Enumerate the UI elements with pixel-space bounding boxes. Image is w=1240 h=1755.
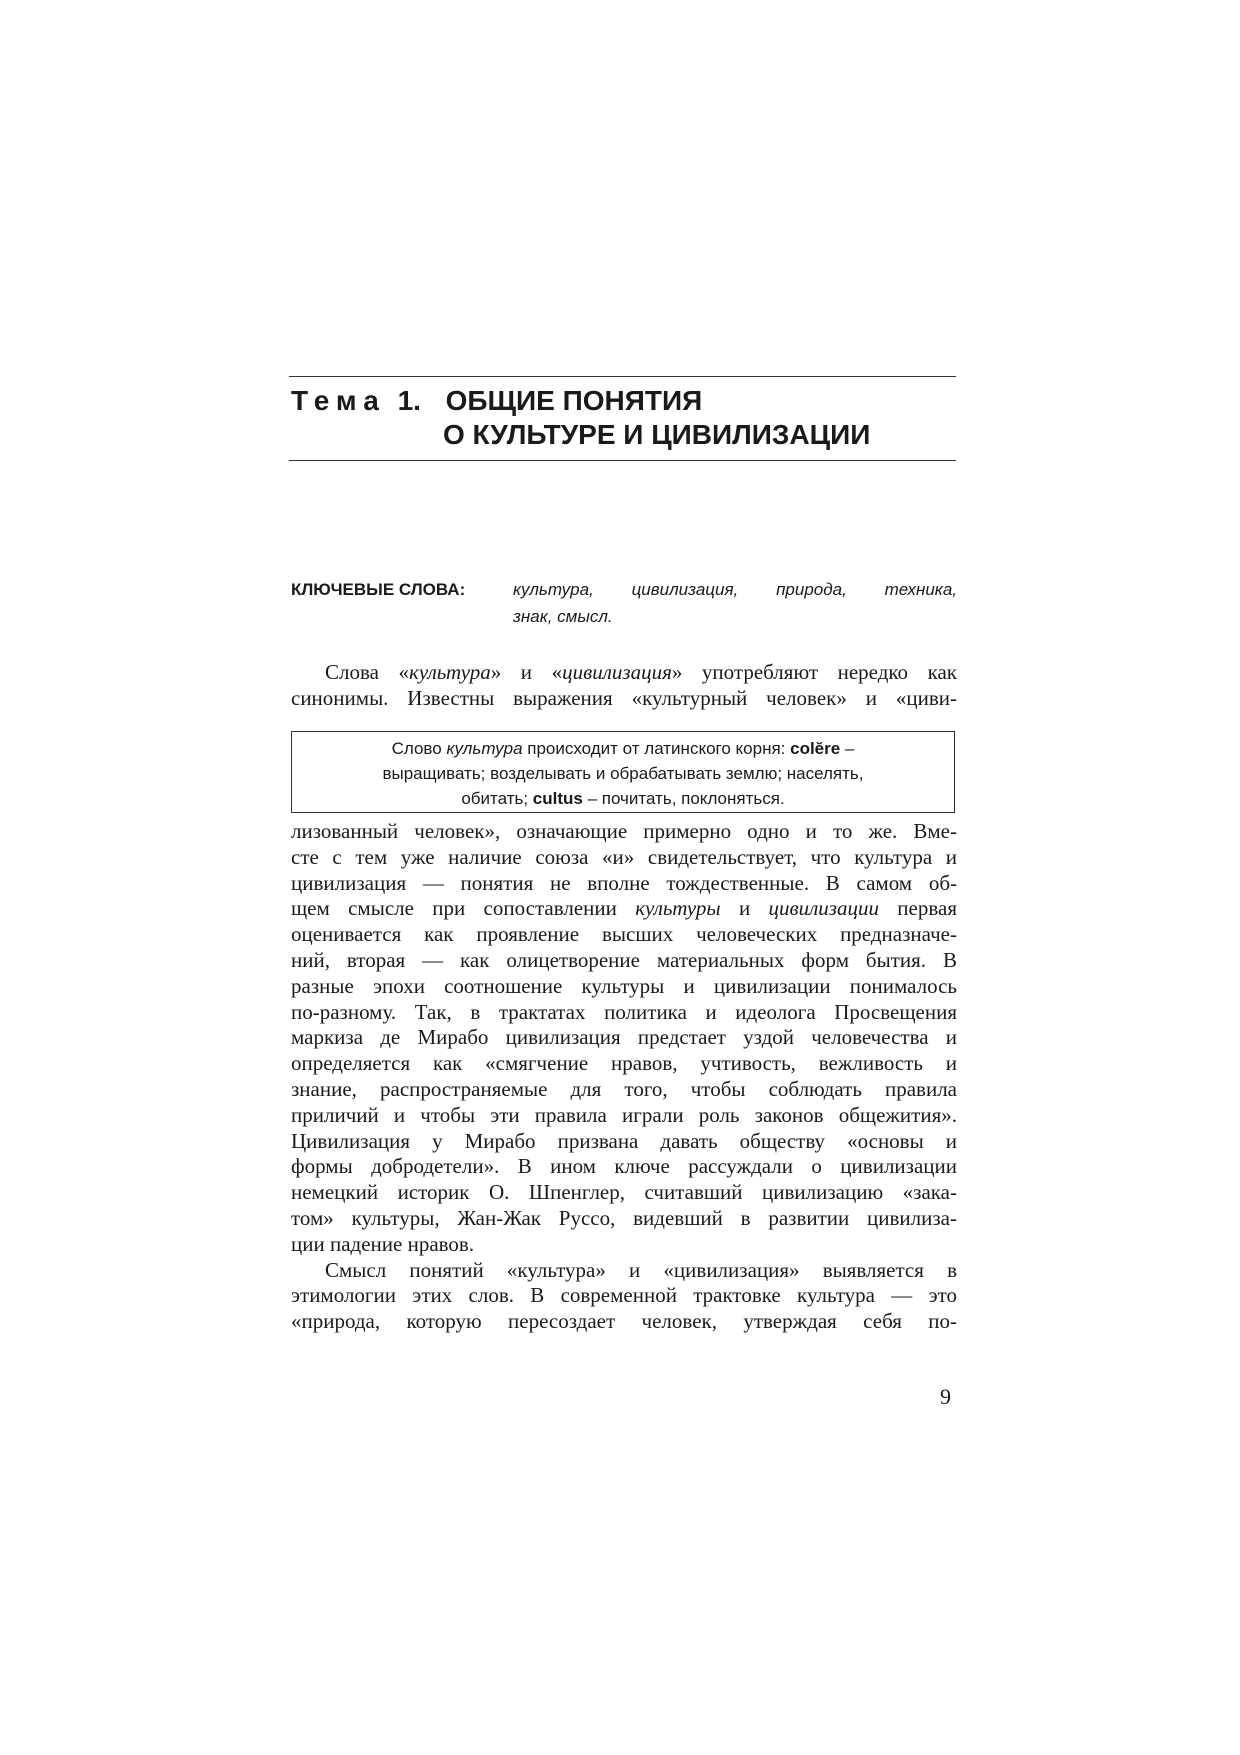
chapter-title — [291, 384, 870, 452]
note-line: Слово культура происходит от латинского корня: colĕre – — [391, 739, 855, 758]
paragraph-2-line: лизованный человек», означающие примерно одно и то же. Вме- — [291, 819, 957, 843]
paragraph-2-line: разные эпохи соотношение культуры и цивилизации понималось — [291, 973, 957, 998]
chapter-label: Тема — [291, 385, 386, 416]
header-top-rule — [289, 376, 956, 377]
paragraph-2-line: том» культуры, Жан-Жак Руссо, видевший в развитии цивилиза- — [291, 1205, 957, 1230]
paragraph-2-line: знание, распространяемые для того, чтобы соблюдать правила — [291, 1076, 957, 1101]
paragraph-1-line: синонимы. Известны выражения «культурный человек» и «циви- — [291, 685, 957, 710]
paragraph-3-line: этимологии этих слов. В современной трактовке культура — это — [291, 1283, 957, 1308]
paragraph-2-line: ции падение нравов. — [291, 1231, 475, 1256]
paragraph-2-line: цивилизация — понятия не вполне тождественные. В самом об- — [291, 870, 957, 895]
keywords-line2: знак, смысл. — [513, 607, 613, 626]
paragraph-2-line: определяется как «смягчение нравов, учтивость, вежливость и — [291, 1051, 957, 1076]
keywords-line1: культура, цивилизация, природа, техника, — [513, 580, 957, 599]
paragraph-1 — [291, 660, 957, 712]
header-bottom-rule — [289, 460, 956, 461]
paragraph-3-line: «природа, которую пересоздает человек, утверждая себя по- — [291, 1309, 957, 1334]
paragraph-2-line: оценивается как проявление высших человеческих предназначе- — [291, 922, 957, 947]
chapter-title-line1: ОБЩИЕ ПОНЯТИЯ — [445, 385, 703, 416]
keywords-text — [513, 576, 957, 630]
keywords-label: КЛЮЧЕВЫЕ СЛОВА: — [291, 580, 466, 599]
etymology-note-box — [291, 731, 955, 813]
paragraph-2-line: сте с тем уже наличие союза «и» свидетельствует, что культура и — [291, 844, 957, 869]
paragraph-3-line: Смысл понятий «культура» и «цивилизация» выявляется в — [325, 1257, 957, 1282]
paragraph-2-line: ний, вторая — как олицетворение материальных форм бытия. В — [291, 947, 957, 972]
paragraph-2 — [291, 819, 957, 1335]
note-line: выращивать; возделывать и обрабатывать землю; населять, — [382, 764, 864, 783]
paragraph-2-line: немецкий историк О. Шпенглер, считавший цивилизацию «зака- — [291, 1180, 957, 1205]
paragraph-1-line: Слова «культура» и «цивилизация» употребляют нередко как — [325, 660, 958, 684]
note-line: обитать; cultus – почитать, поклоняться. — [461, 789, 785, 808]
paragraph-2-line: по-разному. Так, в трактатах политика и идеолога Просвещения — [291, 999, 957, 1024]
page-number: 9 — [940, 1384, 951, 1409]
chapter-number: 1. — [397, 385, 421, 416]
paragraph-2-line: Цивилизация у Мирабо призвана давать обществу «основы и — [291, 1128, 957, 1153]
paragraph-2-line: приличий и чтобы эти правила играли роль законов общежития». — [291, 1102, 957, 1127]
paragraph-2-line: маркиза де Мирабо цивилизация предстает уздой человечества и — [291, 1025, 957, 1050]
paragraph-2-line: формы добродетели». В ином ключе рассуждали о цивилизации — [291, 1154, 957, 1179]
paragraph-2-line: щем смысле при сопоставлении культуры и цивилизации первая — [291, 896, 957, 921]
chapter-title-line2: О КУЛЬТУРЕ И ЦИВИЛИЗАЦИИ — [443, 419, 871, 450]
